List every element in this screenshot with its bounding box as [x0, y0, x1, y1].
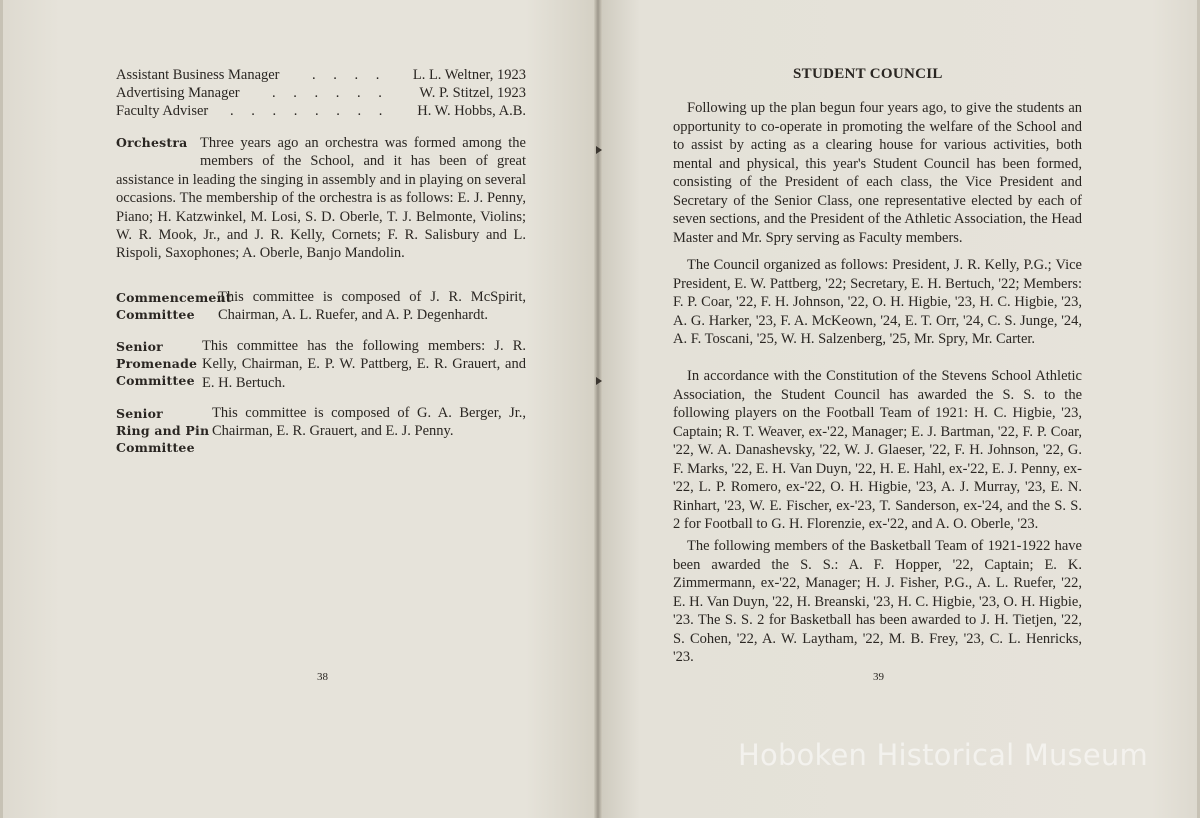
- page-number: 38: [317, 671, 328, 683]
- page-number: 39: [873, 671, 884, 683]
- staff-row: [116, 102, 526, 120]
- paragraph: Following up the plan begun four years ago, to give the students an opportunity to co-operate in promoting the welfare of the School and to assist by acting as a clearing house for various activities, both mental and physical, this year's Student Council has been formed, consisting of the President of each class, the Vice President and Secretary of the Senior Class, one representative elected by each of seven sections, and the President of the Athletic Association, the Head Master and Mr. Spry serving as Faculty members.: [673, 100, 1082, 246]
- leader-dots: . . . . . .: [272, 85, 389, 101]
- staff-name: W. P. Stitzel, 1923: [419, 85, 526, 101]
- left-page-edge: [0, 0, 3, 818]
- heading-line: Committee: [116, 373, 195, 388]
- paragraph: The following members of the Basketball Team of 1921-1922 have been awarded the S. S.: A. F. Hopper, '22, Captain; E. K. Zimmermann, ex-'22, Manager; H. J. Fisher, P.G., A. L. Ruefer, '22, E. H. Van Duyn, '22, H. Breanski, '23, H. C. Higbie, '23, O. H. Higbie, '23. The S. S. 2 for Basketball has been awarded to J. H. Tietjen, '22, S. Cohen, '22, A. W. Laytham, '22, M. B. Frey, '23, C. L. Henricks, '23.: [673, 538, 1082, 665]
- staff-role: Faculty Adviser: [116, 103, 209, 119]
- promenade-text: This committee has the following members: J. R. Kelly, Chairman, E. P. W. Pattberg, E. R. Grauert, and E. H. Bertuch.: [202, 338, 526, 391]
- staff-name: L. L. Weltner, 1923: [412, 67, 526, 83]
- paragraph: The Council organized as follows: President, J. R. Kelly, P.G.; Vice President, E. W. Pattberg, '22; Secretary, E. H. Bertuch, '22; Members: F. P. Coar, '22, F. H. Johnson, '22, O. H. Higbie, '23, H. C. Higbie, '23, A. G. Harker, '23, F. A. McKeown, '24, E. T. Orr, '24, C. S. Junge, '24, A. F. Toscani, '25, W. H. Salzenberg, '25, Mr. Spry, Mr. Carter.: [673, 257, 1082, 347]
- promenade-heading: [116, 338, 202, 389]
- heading-line: Promenade: [116, 356, 198, 371]
- binding-staple-icon: [596, 146, 602, 154]
- staff-row: [116, 84, 526, 102]
- staff-role: Assistant Business Manager: [116, 67, 280, 83]
- ring-pin-text: This committee is composed of G. A. Berger, Jr., Chairman, E. R. Grauert, and E. J. Penny.: [212, 405, 526, 440]
- heading-line: Committee: [116, 307, 195, 322]
- heading-line: Senior: [116, 339, 163, 354]
- binding-staple-icon: [596, 377, 602, 385]
- heading-line: Commencement: [116, 290, 232, 305]
- page-title: STUDENT COUNCIL: [793, 66, 943, 82]
- staff-row: [116, 66, 526, 84]
- heading-line: Committee: [116, 440, 195, 455]
- heading-line: Senior: [116, 406, 163, 421]
- book-gutter: [594, 0, 602, 818]
- leader-dots: . . . .: [312, 67, 387, 83]
- ring-pin-heading: [116, 405, 212, 456]
- commencement-heading: [116, 289, 232, 323]
- commencement-text: This committee is composed of J. R. McSpirit, Chairman, A. L. Ruefer, and A. P. Degenhardt.: [218, 289, 526, 324]
- staff-role: Advertising Manager: [116, 85, 240, 101]
- orchestra-heading: Orchestra: [116, 135, 188, 150]
- leader-dots: . . . . . . . .: [230, 103, 390, 119]
- orchestra-section: [116, 134, 526, 263]
- museum-watermark: Hoboken Historical Museum: [738, 738, 1148, 772]
- orchestra-text: Three years ago an orchestra was formed among the members of the School, and it has been of great assistance in leading the singing in assembly and in playing on several occasions. The membership of the orchestra is as follows: E. J. Penny, Piano; H. Katzwinkel, M. Losi, S. D. Oberle, T. J. Belmonte, Violins; W. R. Mook, Jr., and J. R. Kelly, Cornets; F. R. Salisbury and L. Rispoli, Saxophones; A. Oberle, Banjo Mandolin.: [116, 135, 526, 262]
- heading-line: Ring and Pin: [116, 423, 210, 438]
- paragraph: In accordance with the Constitution of the Stevens School Athletic Association, the Student Council has awarded the S. S. to the following players on the Football Team of 1921: H. C. Higbie, '23, Captain; R. T. Weaver, ex-'22, Manager; E. J. Bartman, '22, F. P. Coar, '22, W. A. Danashevsky, '22, W. J. Glaeser, '22, F. H. Johnson, '22, G. F. Marks, '22, E. H. Van Duyn, '22, H. E. Hahl, ex-'22, E. J. Penny, ex-'22, L. P. Romero, ex-'22, O. H. Higbie, '23, A. J. Murray, '23, E. N. Rinhart, '23, W. E. Fischer, ex-'23, T. Sanderson, ex-'24, and the S. S. 2 for Football to G. H. Florenzie, ex-'22, and A. O. Oberle, '23.: [673, 368, 1082, 532]
- staff-name: H. W. Hobbs, A.B.: [417, 103, 526, 119]
